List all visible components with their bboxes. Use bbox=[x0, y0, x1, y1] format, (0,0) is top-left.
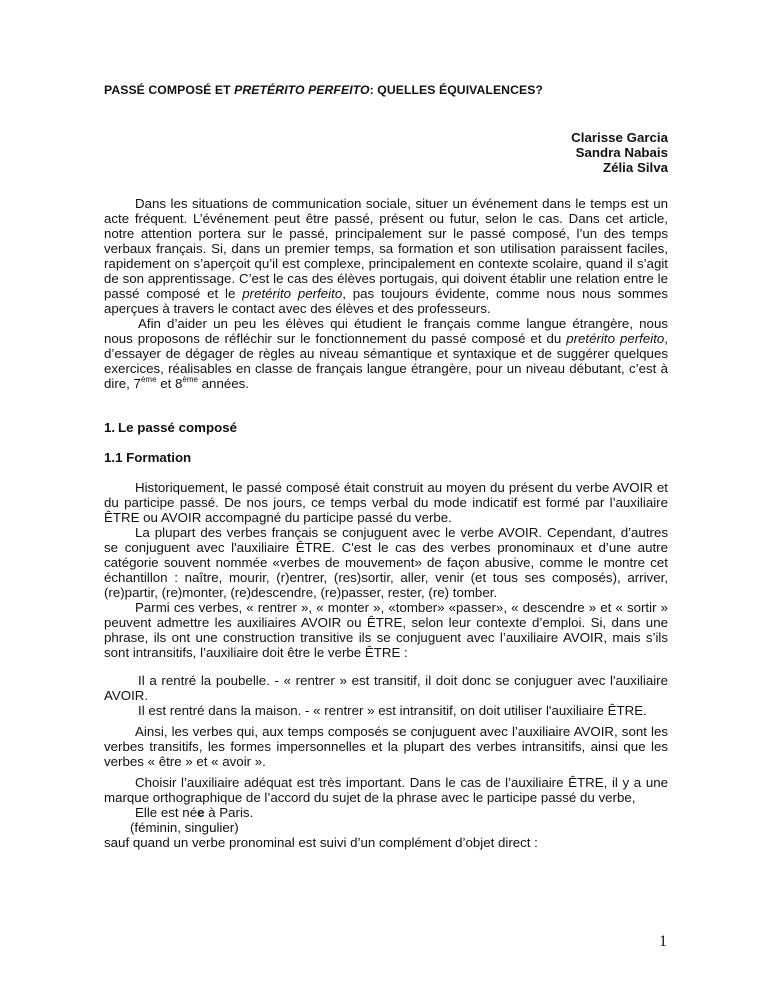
text: à Paris. bbox=[204, 805, 254, 820]
examples bbox=[104, 673, 668, 718]
title-italic: PRETÉRITO PERFEITO bbox=[234, 83, 370, 97]
paragraph-block bbox=[104, 724, 668, 769]
example: Il est rentré dans la maison. - « rentrer » est intransitif, on doit utiliser l'auxiliaire ÊTRE. bbox=[138, 703, 647, 718]
paragraph: Choisir l’auxiliaire adéquat est très important. Dans le cas de l’auxiliaire ÊTRE, il y a une marque orthographique de l’accord du sujet de la phrase avec le participe passé du verbe, bbox=[104, 775, 668, 805]
title-text-end: : QUELLES ÉQUIVALENCES? bbox=[369, 83, 543, 97]
example bbox=[104, 805, 668, 820]
italic-term: pretérito perfeito bbox=[242, 286, 343, 301]
paragraph: sauf quand un verbe pronominal est suivi d’un complément d’objet direct : bbox=[104, 835, 538, 850]
introduction bbox=[104, 196, 668, 391]
author: Clarisse Garcia bbox=[571, 130, 668, 145]
text: , d’essayer de dégager de règles au niveau sémantique et syntaxique et de suggérer quelques exercices, réalisables en classe de français langue étrangère, pour un niveau débutant, c’est à dire, 7 bbox=[104, 331, 668, 391]
formation-body bbox=[104, 480, 668, 660]
text: Elle est né bbox=[135, 805, 198, 820]
text: et 8 bbox=[156, 376, 183, 391]
text: années. bbox=[197, 376, 249, 391]
intro-paragraph-1 bbox=[104, 196, 668, 316]
author: Sandra Nabais bbox=[575, 145, 668, 160]
superscript: ème bbox=[182, 375, 198, 384]
paragraph: Parmi ces verbes, « rentrer », « monter », «tomber» «passer», « descendre » et « sortir » peuvent admettre les auxiliaires AVOIR ou ÊTRE, selon leur contexte d’emploi. Si, dans une phrase, ils ont une construction transitive ils se conjuguent avec l’auxiliaire AVOIR, mais s’ils sont intransitifs, l’auxiliaire doit être le verbe ÊTRE : bbox=[104, 600, 668, 660]
section-number: 1. bbox=[104, 420, 116, 435]
section-heading bbox=[104, 420, 668, 435]
section-title: Le passé composé bbox=[118, 420, 237, 435]
title-text: PASSÉ COMPOSÉ ET bbox=[104, 83, 235, 97]
text: Afin d’aider un peu les élèves qui étudient le français comme langue étrangère, nous nous proposons de réfléchir sur le fonctionnement du passé composé et du bbox=[104, 316, 668, 346]
author-list bbox=[104, 130, 668, 175]
italic-term: pretérito perfeito bbox=[566, 331, 665, 346]
subsection-heading: 1.1 Formation bbox=[104, 450, 192, 465]
text: Dans les situations de communication sociale, situer un événement dans le temps est un acte fréquent. L’événement peut être passé, présent ou futur, selon le cas. Dans cet article, notre attention portera sur le passé, principalement sur le passé composé, l’un des temps verbaux français. Si, dans un premier temps, sa formation et son utilisation paraissent faciles, rapidement on s’aperçoit qu’il est complexe, principalement en contexte scolaire, quand il s’agit de son apprentissage. C’est le cas des élèves portugais, qui doivent établir une relation entre le passé composé et le bbox=[104, 196, 668, 301]
paragraph: Historiquement, le passé composé était construit au moyen du présent du verbe AVOIR et du participe passé. De nos jours, ce temps verbal du mode indicatif est formé par l’auxiliaire ÊTRE ou AVOIR accompagné du participe passé du verbe. bbox=[104, 480, 668, 525]
text: , pas toujours évidente, comme nous nous sommes aperçues à travers le contact avec des élèves et des professeurs. bbox=[104, 286, 669, 316]
example-note: (féminin, singulier) bbox=[130, 820, 239, 835]
page-number: 1 bbox=[659, 933, 667, 950]
author: Zélia Silva bbox=[602, 160, 668, 175]
document-title bbox=[104, 83, 668, 98]
page-content bbox=[104, 83, 668, 850]
paragraph: La plupart des verbes français se conjuguent avec le verbe AVOIR. Cependant, d’autres se conjuguent avec l'auxiliaire ÊTRE. C'est le cas des verbes pronominaux et d’une autre catégorie souvent nommée «verbes de mouvement» de façon abusive, comme le montre cet échantillon : naître, mourir, (r)entrer, (res)sortir, aller, venir (et tous ses composés), arriver, (re)partir, (re)monter, (re)descendre, (re)passer, rester, (re) tomber. bbox=[104, 525, 668, 600]
example: Il a rentré la poubelle. - « rentrer » est transitif, il doit donc se conjuguer avec l'auxiliaire AVOIR. bbox=[104, 673, 668, 703]
superscript: ème bbox=[140, 375, 157, 384]
bold-ending: e bbox=[197, 805, 205, 820]
paragraph-block bbox=[104, 775, 668, 850]
intro-paragraph-2 bbox=[104, 316, 668, 391]
paragraph: Ainsi, les verbes qui, aux temps composés se conjuguent avec l’auxiliaire AVOIR, sont les verbes transitifs, les formes impersonnelles et la plupart des verbes intransitifs, ainsi que les verbes « être » et « avoir ». bbox=[104, 724, 668, 769]
